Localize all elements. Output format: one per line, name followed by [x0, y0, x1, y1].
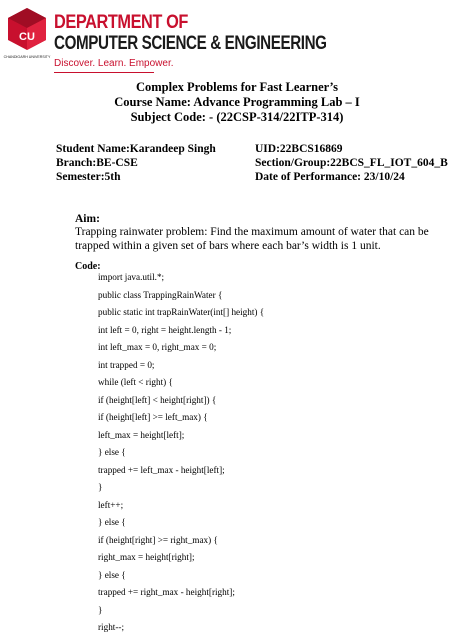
code-block — [98, 269, 264, 637]
code-line: public static int trapRainWater(int[] height) { — [98, 307, 265, 317]
department-line-2: COMPUTER SCIENCE & ENGINEERING — [54, 33, 327, 54]
document-title — [0, 80, 474, 125]
code-line: int left = 0, right = height.length - 1; — [98, 324, 232, 335]
tagline-underline — [54, 72, 154, 73]
code-line: int left_max = 0, right_max = 0; — [98, 342, 217, 352]
code-line: while (left < right) { — [98, 377, 173, 387]
section-group: Section/Group:22BCS_FL_IOT_604_B — [255, 157, 448, 169]
code-line: if (height[left] >= left_max) { — [98, 412, 208, 422]
code-line: } — [98, 604, 103, 615]
aim-text: Trapping rainwater problem: Find the maximum amount of water that can be trapped within a given set of bars where each bar’s width is 1 unit. — [75, 226, 429, 252]
code-line: } — [98, 482, 103, 492]
code-line: left_max = height[left]; — [98, 429, 185, 440]
tagline: Discover. Learn. Empower. — [54, 58, 174, 69]
course-name: Course Name: Advance Programming Lab – I — [114, 95, 360, 109]
semester: Semester:5th — [56, 171, 121, 183]
chandigarh-university-logo — [3, 6, 51, 64]
code-line: if (height[left] < height[right]) { — [98, 394, 217, 405]
code-line: int trapped = 0; — [98, 359, 155, 370]
logo-cu-text: CU — [19, 31, 35, 43]
logo-university-text: CHANDIGARH UNIVERSITY — [3, 55, 51, 59]
code-line: } else { — [98, 569, 126, 580]
code-line: } else { — [98, 517, 126, 527]
branch: Branch:BE-CSE — [56, 157, 138, 169]
code-line: right--; — [98, 622, 125, 632]
code-line: left++; — [98, 499, 124, 510]
student-uid: UID:22BCS16869 — [255, 143, 343, 155]
aim-label: Aim: — [75, 213, 100, 225]
department-line-1: DEPARTMENT OF — [54, 12, 188, 33]
code-line: right_max = height[right]; — [98, 552, 195, 562]
code-line: } else { — [98, 447, 126, 457]
code-line: trapped += right_max - height[right]; — [98, 587, 235, 597]
title-line-1: Complex Problems for Fast Learner’s — [135, 80, 339, 94]
date-of-performance: Date of Performance: 23/10/24 — [255, 171, 405, 183]
code-label: Code: — [75, 261, 101, 272]
code-line: trapped += left_max - height[left]; — [98, 464, 225, 475]
code-line: if (height[right] >= right_max) { — [98, 534, 218, 545]
department-header — [3, 6, 327, 74]
student-name: Student Name:Karandeep Singh — [56, 143, 216, 155]
code-line: public class TrappingRainWater { — [98, 289, 223, 300]
code-line: import java.util.*; — [98, 272, 165, 282]
subject-code: Subject Code: - (22CSP-314/22ITP-314) — [130, 110, 344, 124]
